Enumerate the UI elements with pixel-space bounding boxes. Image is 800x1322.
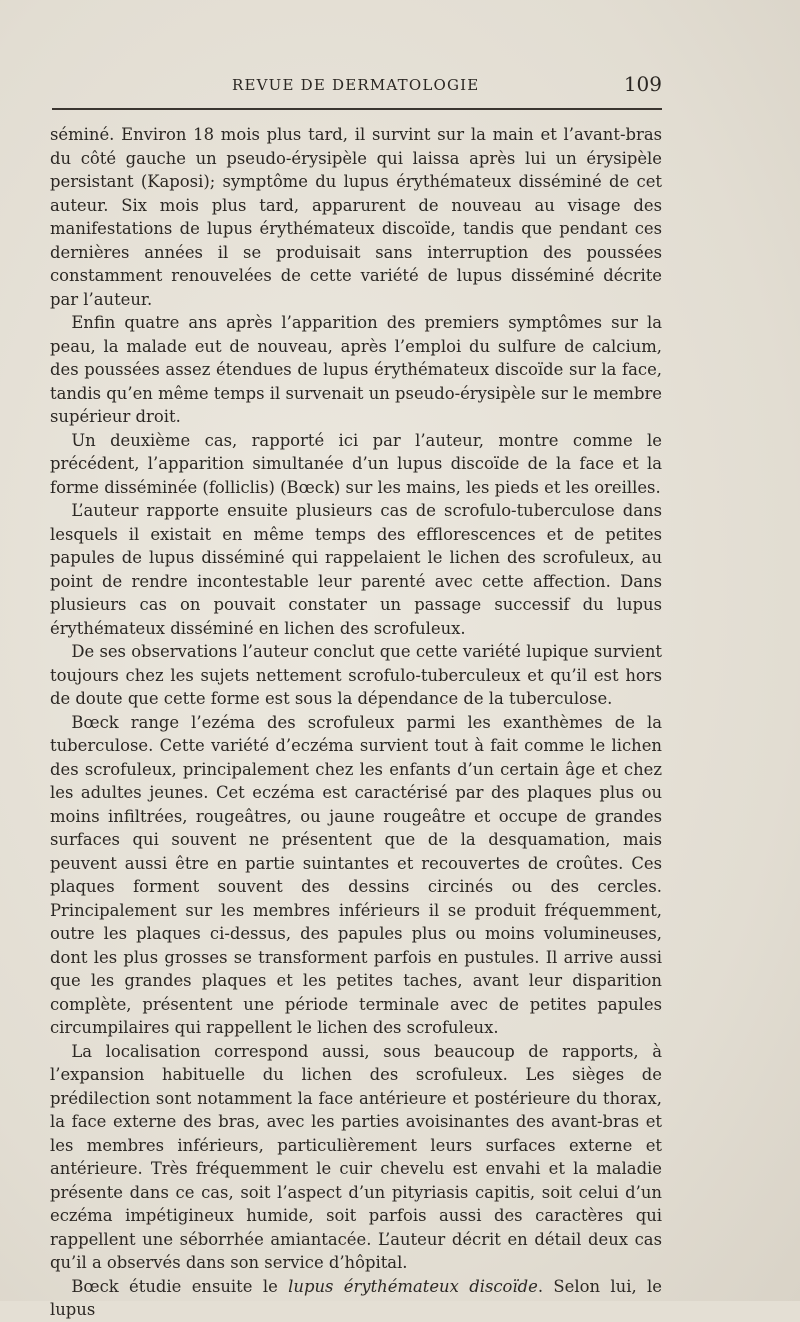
- paragraph: séminé. Environ 18 mois plus tard, il survint sur la main et l’avant-bras du côté gauche un pseudo-érysipèle qui laissa après lui un érysipèle persistant (Kaposi); symptôme du lupus érythémateux disséminé de cet auteur. Six mois plus tard, apparurent de nouveau au visage des manifestations de lupus érythémateux discoïde, tandis que pendant ces dernières années il se produisait sans interruption des poussées constamment renouvelées de cette variété de lupus disséminé décrite par l’auteur.: [50, 125, 662, 309]
- last-paragraph: [50, 1275, 662, 1322]
- running-title: REVUE DE DERMATOLOGIE: [232, 76, 480, 94]
- paragraph: L’auteur rapporte ensuite plusieurs cas de scrofulo-tuberculose dans lesquels il existait en même temps des efflorescences et de petites papules de lupus disséminé qui rappelaient le lichen des scrofuleux, au point de rendre incontestable leur parenté avec cette affection. Dans plusieurs cas on pouvait constater un passage successif du lupus érythémateux disséminé en lichen des scrofuleux.: [50, 501, 662, 638]
- page-number: 109: [623, 72, 662, 96]
- body-text: [50, 123, 662, 1322]
- paragraph: La localisation correspond aussi, sous beaucoup de rapports, à l’expansion habituelle du lichen des scrofuleux. Les sièges de prédilection sont notamment la face antérieure et postérieure du thorax, la face externe des bras, avec les parties avoisinantes des avant-bras et les membres inférieurs, particulièrement leurs surfaces externe et antérieure. Très fréquemment le cuir chevelu est envahi et la maladie présente dans ce cas, soit l’aspect d’un pityriasis capitis, soit celui d’un eczéma impétigineux humide, soit parfois aussi des caractères qui rappellent une séborrhée amiantacée. L’auteur décrit en détail deux cas qu’il a observés dans son service d’hôpital.: [50, 1041, 662, 1272]
- paragraph: Enfin quatre ans après l’apparition des premiers symptômes sur la peau, la malade eut de nouveau, après l’emploi du sulfure de calcium, des poussées assez étendues de lupus érythémateux discoïde sur la face, tandis qu’en même temps il survenait un pseudo-érysipèle sur le membre supérieur droit.: [50, 313, 662, 426]
- paragraph: Bœck range l’ezéma des scrofuleux parmi les exanthèmes de la tuberculose. Cette variété d’eczéma survient tout à fait comme le lichen des scrofuleux, principalement chez les enfants d’un certain âge et chez les adultes jeunes. Cet eczéma est caractérisé par des plaques plus ou moins infiltrées, rougeâtres, ou jaune rougeâtre et occupe de grandes surfaces qui souvent ne présentent que de la desquamation, mais peuvent aussi être en partie suintantes et recouvertes de croûtes. Ces plaques forment souvent des dessins circinés ou des cercles. Principalement sur les membres inférieurs il se produit fréquemment, outre les plaques ci-dessus, des papules plus ou moins volumineuses, dont les plus grosses se transforment parfois en pustules. Il arrive aussi que les grandes plaques et les petites taches, avant leur disparition complète, présentent une période terminale avec de petites papules circumpilaires qui rappellent le lichen des scrofuleux.: [50, 712, 662, 1037]
- paragraph: De ses observations l’auteur conclut que cette variété lupique survient toujours chez les sujets nettement scrofulo-tuberculeux et qu’il est hors de doute que cette forme est sous la dépendance de la tuberculose.: [50, 642, 662, 708]
- italic-term: lupus érythémateux discoïde: [288, 1276, 538, 1296]
- header-rule: [52, 108, 662, 110]
- last-paragraph-end: . Selon lui, le lupus: [50, 1276, 662, 1319]
- last-paragraph-start: Bœck étudie ensuite le: [71, 1276, 289, 1296]
- paragraph: Un deuxième cas, rapporté ici par l’auteur, montre comme le précédent, l’apparition simultanée d’un lupus discoïde de la face et la forme disséminée (folliclis) (Bœck) sur les mains, les pieds et les oreilles.: [50, 430, 662, 497]
- running-header: [52, 74, 662, 104]
